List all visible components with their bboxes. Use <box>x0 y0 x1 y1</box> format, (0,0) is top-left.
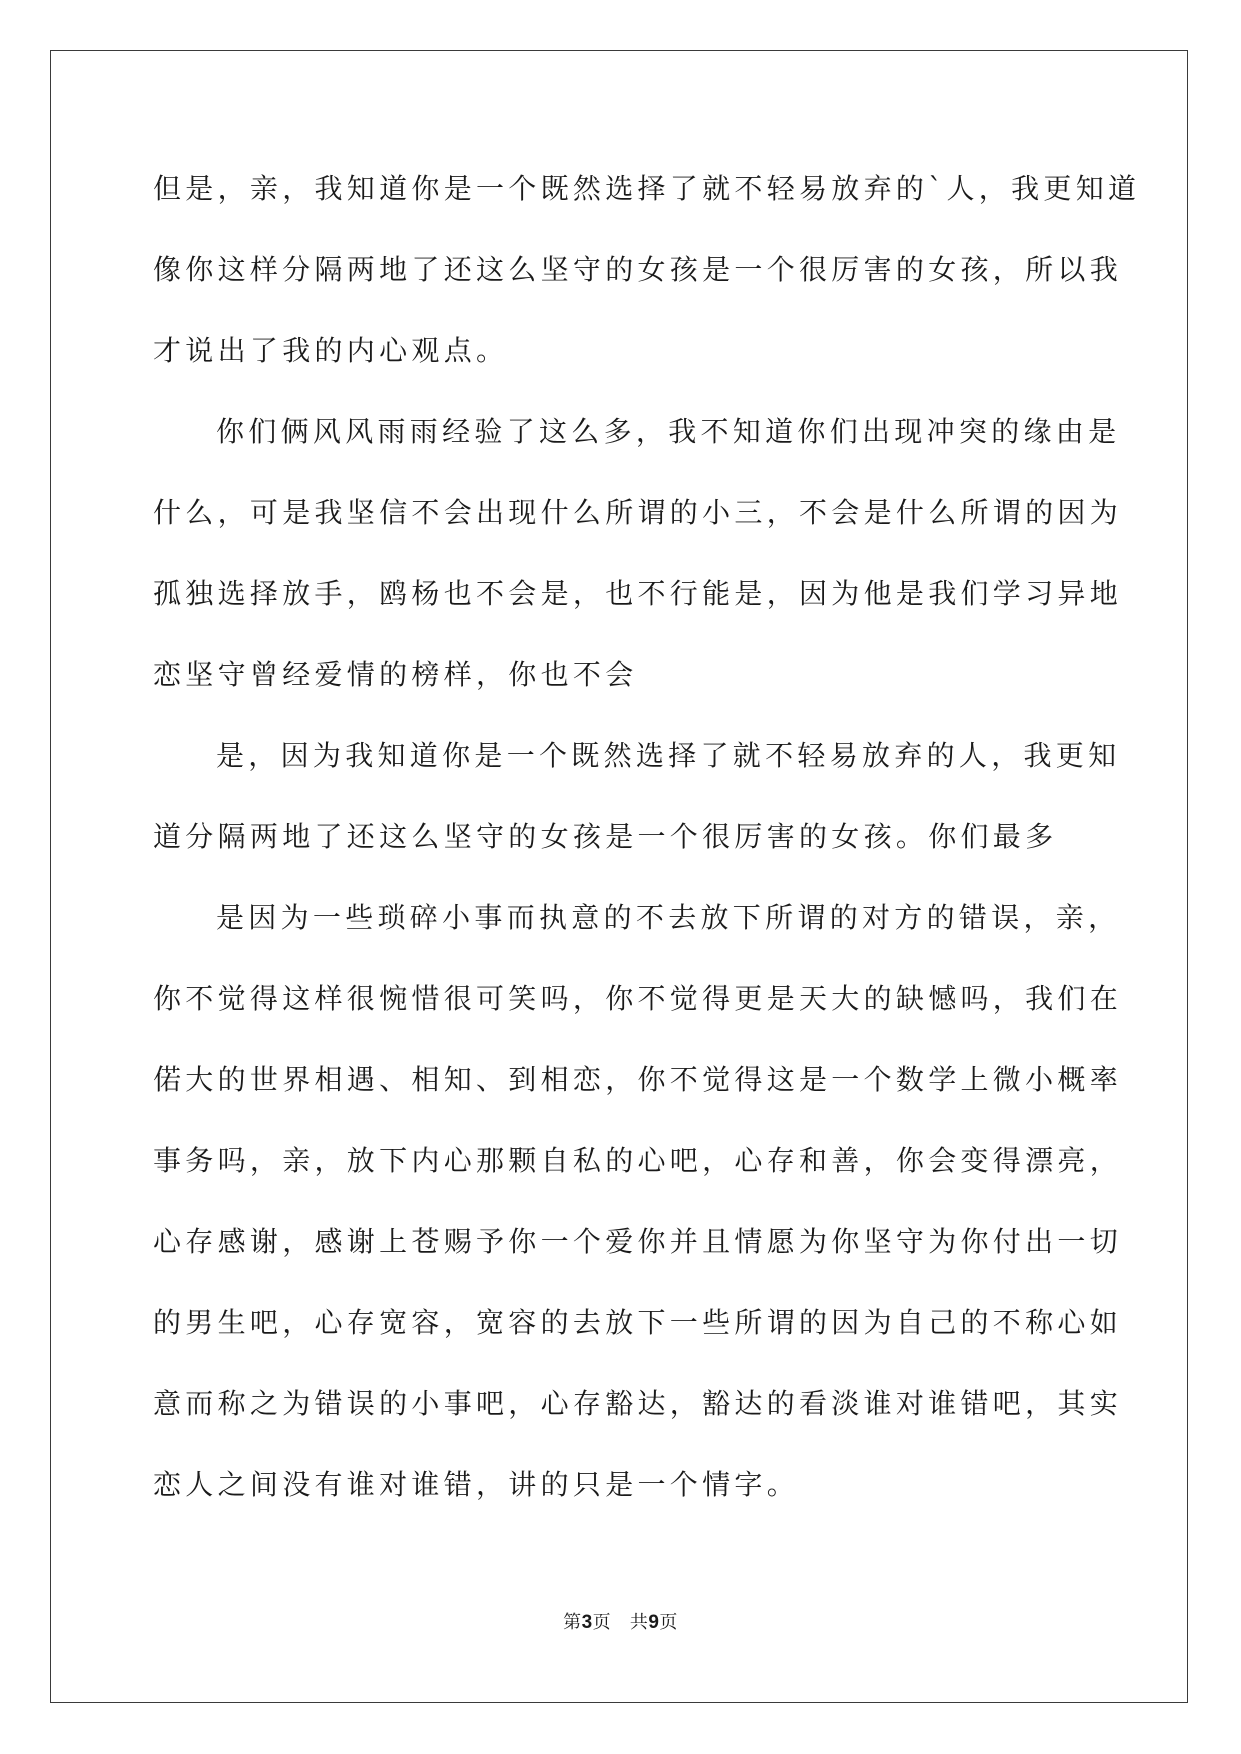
paragraph <box>153 877 1123 1525</box>
text-line: 但是，亲，我知道你是一个既然选择了就不轻易放弃的`人，我更知道 <box>153 172 1141 205</box>
footer-prefix: 第 <box>563 1612 582 1633</box>
paragraph <box>153 391 1123 715</box>
document-body <box>153 148 1141 1525</box>
text-line: 孤独选择放手，鸥杨也不会是，也不行能是，因为他是我们学习异地 <box>153 577 1123 610</box>
text-line: 事务吗，亲，放下内心那颗自私的心吧，心存和善，你会变得漂亮， <box>153 1144 1123 1177</box>
text-line: 恋坚守曾经爱情的榜样，你也不会 <box>153 658 638 691</box>
page-number-footer <box>0 1608 1241 1634</box>
text-line: 意而称之为错误的小事吧，心存豁达，豁达的看淡谁对谁错吧，其实 <box>153 1387 1123 1420</box>
paragraph <box>153 715 1121 877</box>
text-line: 心存感谢，感谢上苍赐予你一个爱你并且情愿为你坚守为你付出一切 <box>153 1225 1123 1258</box>
text-line: 的男生吧，心存宽容，宽容的去放下一些所谓的因为自己的不称心如 <box>153 1306 1123 1339</box>
text-line: 偌大的世界相遇、相知、到相恋，你不觉得这是一个数学上微小概率 <box>153 1063 1123 1096</box>
total-pages-number: 9 <box>648 1612 660 1633</box>
text-line: 是因为一些琐碎小事而执意的不去放下所谓的对方的错误，亲， <box>216 901 1121 934</box>
text-line: 什么，可是我坚信不会出现什么所谓的小三，不会是什么所谓的因为 <box>153 496 1123 529</box>
text-line: 像你这样分隔两地了还这么坚守的女孩是一个很厉害的女孩，所以我 <box>153 253 1123 286</box>
current-page-number: 3 <box>581 1612 593 1633</box>
footer-page-unit: 页 <box>592 1612 612 1633</box>
text-line: 是，因为我知道你是一个既然选择了就不轻易放弃的人，我更知 <box>216 739 1121 772</box>
text-line: 道分隔两地了还这么坚守的女孩是一个很厉害的女孩。你们最多 <box>153 820 1058 853</box>
text-line: 恋人之间没有谁对谁错，讲的只是一个情字。 <box>153 1468 800 1501</box>
paragraph <box>153 148 1141 391</box>
footer-total-unit: 页 <box>659 1612 678 1633</box>
text-line: 你不觉得这样很惋惜很可笑吗，你不觉得更是天大的缺憾吗，我们在 <box>153 982 1123 1015</box>
text-line: 才说出了我的内心观点。 <box>153 334 509 367</box>
text-line: 你们俩风风雨雨经验了这么多，我不知道你们出现冲突的缘由是 <box>216 415 1121 448</box>
footer-total-prefix: 共 <box>629 1612 649 1633</box>
